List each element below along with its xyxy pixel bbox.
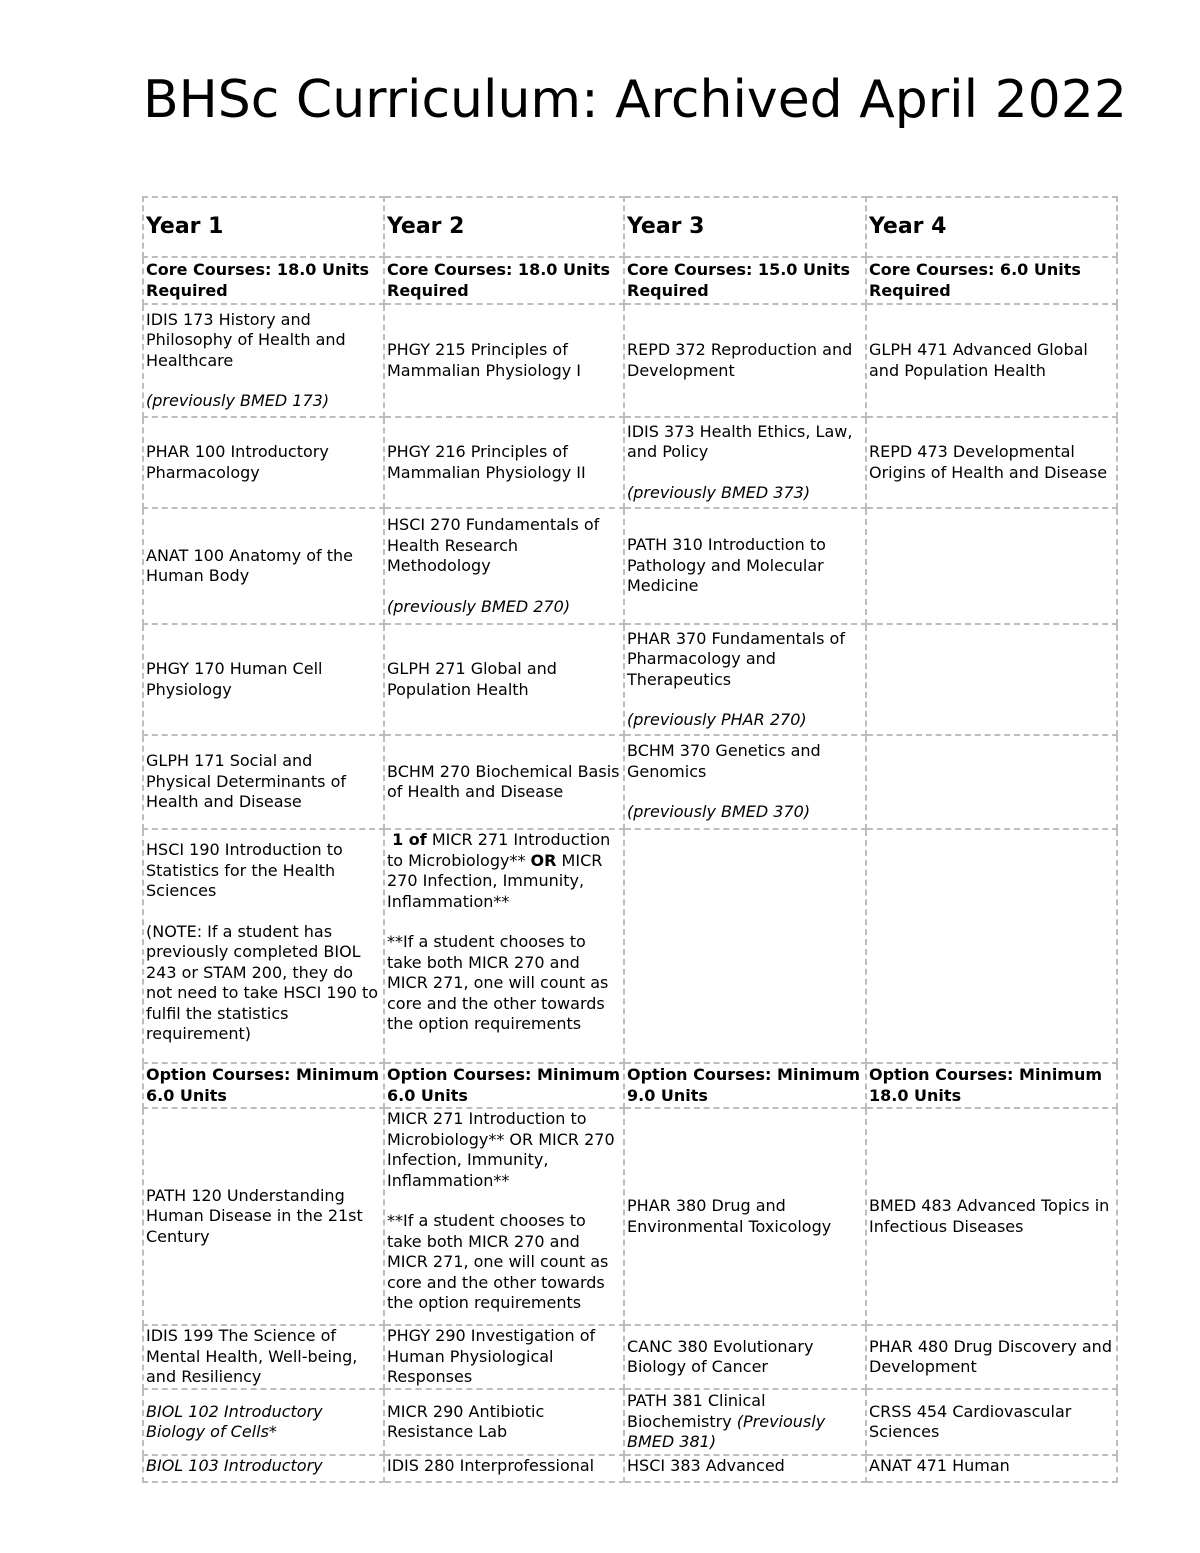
course-cell: BIOL 102 Introductory Biology of Cells*	[143, 1389, 384, 1455]
course-note: (previously BMED 373)	[627, 482, 811, 502]
table-row	[143, 417, 1117, 508]
course-cell	[866, 624, 1117, 735]
course-cell: PHAR 380 Drug and Environmental Toxicology	[624, 1108, 866, 1325]
table-row	[143, 1325, 1117, 1389]
course-cell	[866, 829, 1117, 1063]
course-cell: GLPH 471 Advanced Global and Population Health	[866, 304, 1117, 417]
course-cell: CRSS 454 Cardiovascular Sciences	[866, 1389, 1117, 1455]
course-cell: REPD 473 Developmental Origins of Health and Disease	[866, 417, 1117, 508]
course-note: (previously BMED 370)	[627, 802, 811, 822]
course-title: PHAR 370 Fundamentals of Pharmacology and Therapeutics	[627, 628, 845, 689]
course-cell: PHAR 480 Drug Discovery and Development	[866, 1325, 1117, 1389]
course-title: 1 of MICR 271 Introduction to Microbiology** OR MICR 270 Infection, Immunity, Inflammation**	[387, 830, 611, 911]
course-cell: IDIS 199 The Science of Mental Health, Well-being, and Resiliency	[143, 1325, 384, 1389]
course-cell: GLPH 271 Global and Population Health	[384, 624, 624, 735]
course-cell: BMED 483 Advanced Topics in Infectious Diseases	[866, 1108, 1117, 1325]
course-title: IDIS 173 History and Philosophy of Health and Healthcare	[146, 309, 346, 370]
course-cell	[384, 829, 624, 1063]
core-header-year-1: Core Courses: 18.0 Units Required	[143, 257, 384, 304]
table-row	[143, 1389, 1117, 1455]
course-cell: HSCI 383 Advanced	[624, 1455, 866, 1482]
course-cell: MICR 290 Antibiotic Resistance Lab	[384, 1389, 624, 1455]
course-title: PATH 381 Clinical Biochemistry	[627, 1391, 766, 1431]
course-cell: PHAR 100 Introductory Pharmacology	[143, 417, 384, 508]
course-cell: BIOL 103 Introductory	[143, 1455, 384, 1482]
page-title: BHSc Curriculum: Archived April 2022	[143, 70, 1127, 130]
course-cell	[866, 508, 1117, 624]
course-cell	[624, 417, 866, 508]
course-cell	[866, 735, 1117, 829]
core-header-year-4: Core Courses: 6.0 Units Required	[866, 257, 1117, 304]
course-note: (previously PHAR 270)	[627, 710, 807, 729]
table-row	[143, 1108, 1117, 1325]
course-cell: PATH 120 Understanding Human Disease in the 21st Century	[143, 1108, 384, 1325]
course-cell: ANAT 100 Anatomy of the Human Body	[143, 508, 384, 624]
course-cell: PHGY 290 Investigation of Human Physiological Responses	[384, 1325, 624, 1389]
course-note: (previously BMED 173)	[146, 391, 330, 410]
option-header-row	[143, 1063, 1117, 1108]
course-cell	[624, 1389, 866, 1455]
course-cell	[624, 829, 866, 1063]
table-row	[143, 304, 1117, 417]
course-cell: ANAT 471 Human	[866, 1455, 1117, 1482]
course-cell: CANC 380 Evolutionary Biology of Cancer	[624, 1325, 866, 1389]
course-cell: PHGY 216 Principles of Mammalian Physiology II	[384, 417, 624, 508]
course-cell	[624, 735, 866, 829]
course-note: (previously BMED 270)	[387, 596, 571, 616]
course-title: IDIS 373 Health Ethics, Law, and Policy	[627, 421, 853, 462]
course-cell: IDIS 280 Interprofessional	[384, 1455, 624, 1482]
course-cell: GLPH 171 Social and Physical Determinants of Health and Disease	[143, 735, 384, 829]
year-2-header: Year 2	[384, 197, 624, 257]
option-header-year-2: Option Courses: Minimum 6.0 Units	[384, 1063, 624, 1108]
course-title: HSCI 270 Fundamentals of Health Research Methodology	[387, 515, 600, 575]
year-3-header: Year 3	[624, 197, 866, 257]
year-1-header: Year 1	[143, 197, 384, 257]
core-header-year-3: Core Courses: 15.0 Units Required	[624, 257, 866, 304]
course-cell	[143, 304, 384, 417]
table-row	[143, 1455, 1117, 1482]
year-header-row	[143, 197, 1117, 257]
course-title: BCHM 370 Genetics and Genomics	[627, 741, 821, 781]
option-header-year-3: Option Courses: Minimum 9.0 Units	[624, 1063, 866, 1108]
option-header-year-1: Option Courses: Minimum 6.0 Units	[143, 1063, 384, 1108]
course-cell	[624, 624, 866, 735]
course-note: (NOTE: If a student has previously completed BIOL 243 or STAM 200, they do not need to take HSCI 190 to fulfil the statistics requirement)	[146, 921, 379, 1043]
core-header-year-2: Core Courses: 18.0 Units Required	[384, 257, 624, 304]
course-cell	[384, 1108, 624, 1325]
course-cell: BCHM 270 Biochemical Basis of Health and Disease	[384, 735, 624, 829]
course-cell: PHGY 170 Human Cell Physiology	[143, 624, 384, 735]
option-header-year-4: Option Courses: Minimum 18.0 Units	[866, 1063, 1117, 1108]
course-cell: PHGY 215 Principles of Mammalian Physiology I	[384, 304, 624, 417]
course-note: **If a student chooses to take both MICR 270 and MICR 271, one will count as core and the other towards the option requirements	[387, 932, 609, 1033]
course-cell: PATH 310 Introduction to Pathology and Molecular Medicine	[624, 508, 866, 624]
course-cell	[384, 508, 624, 624]
core-header-row	[143, 257, 1117, 304]
choice-lead: 1 of	[392, 830, 427, 849]
course-title: MICR 271 Introduction to Microbiology** OR MICR 270 Infection, Immunity, Inflammation**	[387, 1109, 615, 1190]
course-note: (Previously BMED 381)	[627, 1411, 826, 1452]
curriculum-table	[142, 196, 1118, 1483]
course-cell: REPD 372 Reproduction and Development	[624, 304, 866, 417]
table-row	[143, 508, 1117, 624]
course-cell	[143, 829, 384, 1063]
course-title: HSCI 190 Introduction to Statistics for the Health Sciences	[146, 840, 343, 900]
table-row	[143, 829, 1117, 1063]
year-4-header: Year 4	[866, 197, 1117, 257]
table-row	[143, 624, 1117, 735]
course-note: **If a student chooses to take both MICR 270 and MICR 271, one will count as core and the other towards the option requirements	[387, 1211, 609, 1312]
table-row	[143, 735, 1117, 829]
